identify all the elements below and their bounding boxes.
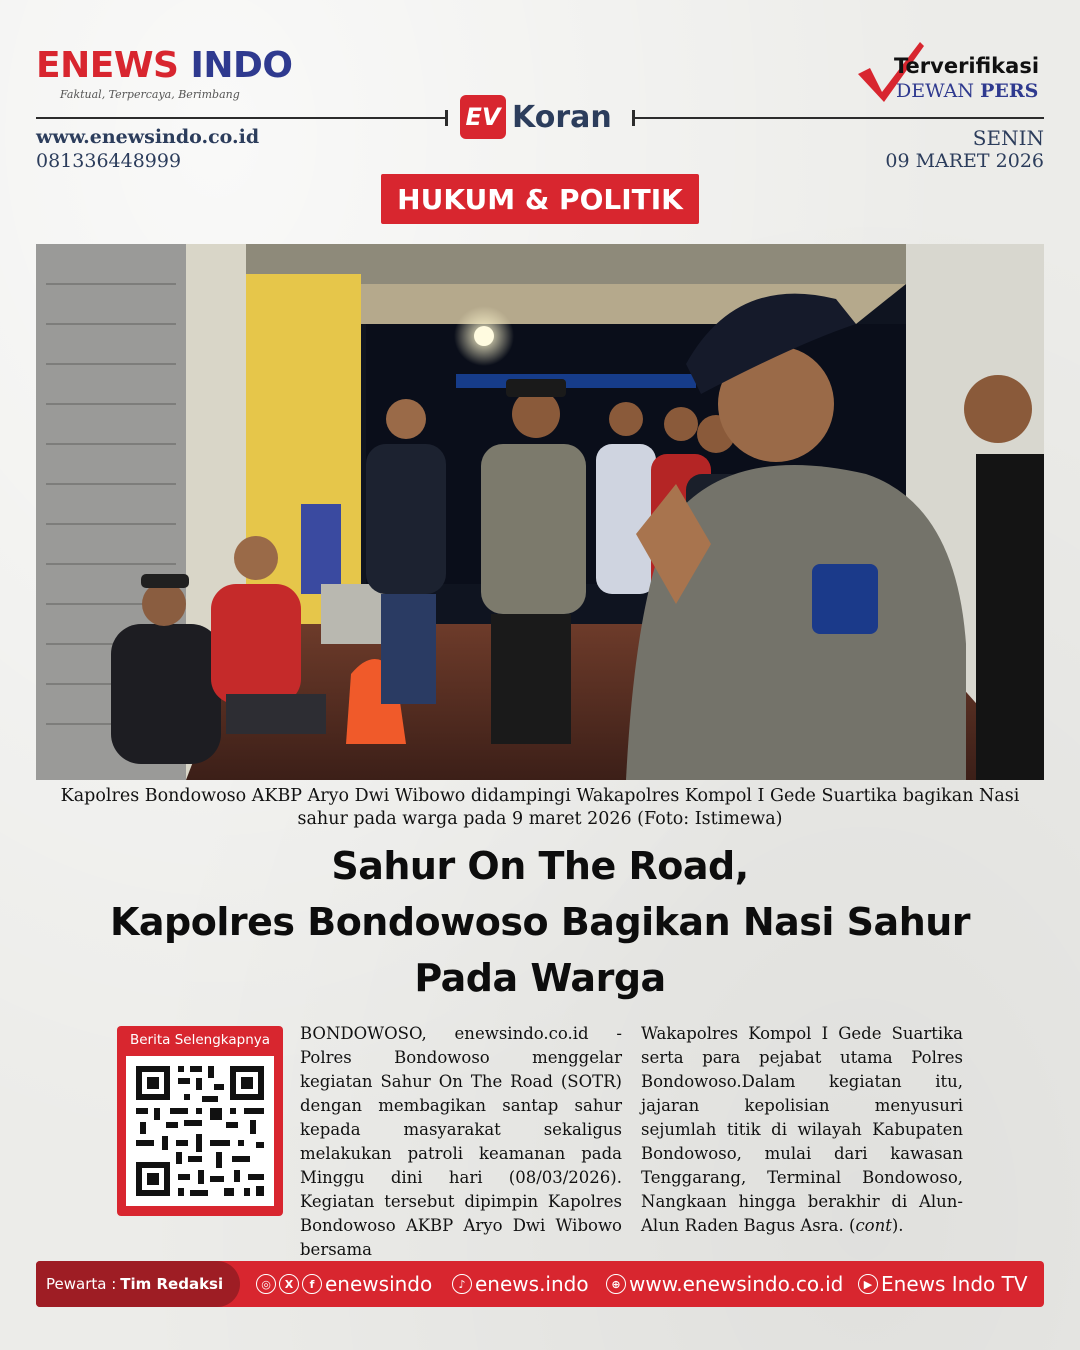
brand-name: ENEWS INDO	[36, 45, 293, 86]
globe-icon: ⊕	[606, 1274, 626, 1294]
facebook-icon: f	[302, 1274, 322, 1294]
brand-logo[interactable]	[36, 45, 293, 101]
verified-subtitle: DEWAN PERS	[896, 80, 1039, 102]
qr-code-icon	[126, 1056, 274, 1206]
header-date: 09 MARET 2026	[885, 150, 1044, 172]
header-phone: 081336448999	[36, 150, 182, 172]
article-paragraph: Wakapolres Kompol I Gede Suartika serta para pejabat utama Polres Bondowoso.Dalam kegiatan itu, jajaran kepolisian menyusuri sejumlah titik di wilayah Kabupaten Bondowoso, mulai dari kawasan Tenggarang, Terminal Bondowoso, Nangkaan hingga berakhir di Alun-Alun Raden Bagus Asra. (cont).	[641, 1024, 963, 1235]
photo-caption: Kapolres Bondowoso AKBP Aryo Dwi Wibowo didampingi Wakapolres Kompol I Gede Suartika bagikan Nasi sahur pada warga pada 9 maret 2026 (Foto: Istimewa)	[60, 786, 1020, 829]
qr-label: Berita Selengkapnya	[129, 1032, 271, 1048]
header-website[interactable]: www.enewsindo.co.id	[36, 126, 260, 148]
youtube-icon: ▶	[858, 1274, 878, 1294]
youtube-link[interactable]: ▶ Enews Indo TV	[858, 1261, 1028, 1307]
section-label: HUKUM & POLITIK	[381, 174, 699, 224]
photo-illustration	[36, 244, 1044, 780]
headline-line: Pada Warga	[414, 956, 666, 1000]
edition-label	[460, 95, 612, 139]
header-rule-right	[634, 117, 1044, 119]
tiktok-icon: ♪	[452, 1274, 472, 1294]
news-photo	[36, 244, 1044, 780]
website-link[interactable]: ⊕ www.enewsindo.co.id	[606, 1261, 843, 1307]
headline-line: Kapolres Bondowoso Bagikan Nasi Sahur	[109, 900, 971, 944]
reporter-credit: Pewarta : Tim Redaksi	[36, 1261, 240, 1307]
brand-tagline: Faktual, Terpercaya, Berimbang	[60, 88, 240, 101]
qr-code[interactable]	[126, 1056, 274, 1206]
header-rule-tick	[632, 110, 635, 126]
article-column-1	[300, 1022, 622, 1262]
social-handle-link[interactable]: ◎ X f enewsindo	[256, 1261, 432, 1307]
instagram-icon: ◎	[256, 1274, 276, 1294]
header-day: SENIN	[972, 126, 1044, 150]
headline-line: Sahur On The Road,	[331, 844, 749, 888]
x-icon: X	[279, 1274, 299, 1294]
article-column-2	[641, 1022, 963, 1238]
footer-bar	[36, 1261, 1044, 1307]
header-rule-left	[36, 117, 446, 119]
verified-title: Terverifikasi	[894, 54, 1040, 78]
ev-logo-icon: EV	[460, 95, 506, 139]
header-rule-tick	[445, 110, 448, 126]
article-paragraph: BONDOWOSO, enewsindo.co.id - Polres Bondowoso menggelar kegiatan Sahur On The Road (SOTR) dengan membagikan santap sahur kepada masyarakat sekaligus melakukan patroli keamanan pada Minggu dini hari (08/03/2026). Kegiatan tersebut dipimpin Kapolres Bondowoso AKBP Aryo Dwi Wibowo bersama	[300, 1024, 622, 1259]
edition-name: Koran	[512, 99, 612, 135]
verified-badge	[856, 40, 1046, 104]
tiktok-link[interactable]: ♪ enews.indo	[452, 1261, 589, 1307]
article-headline	[0, 838, 1080, 1006]
qr-card[interactable]	[117, 1026, 283, 1216]
